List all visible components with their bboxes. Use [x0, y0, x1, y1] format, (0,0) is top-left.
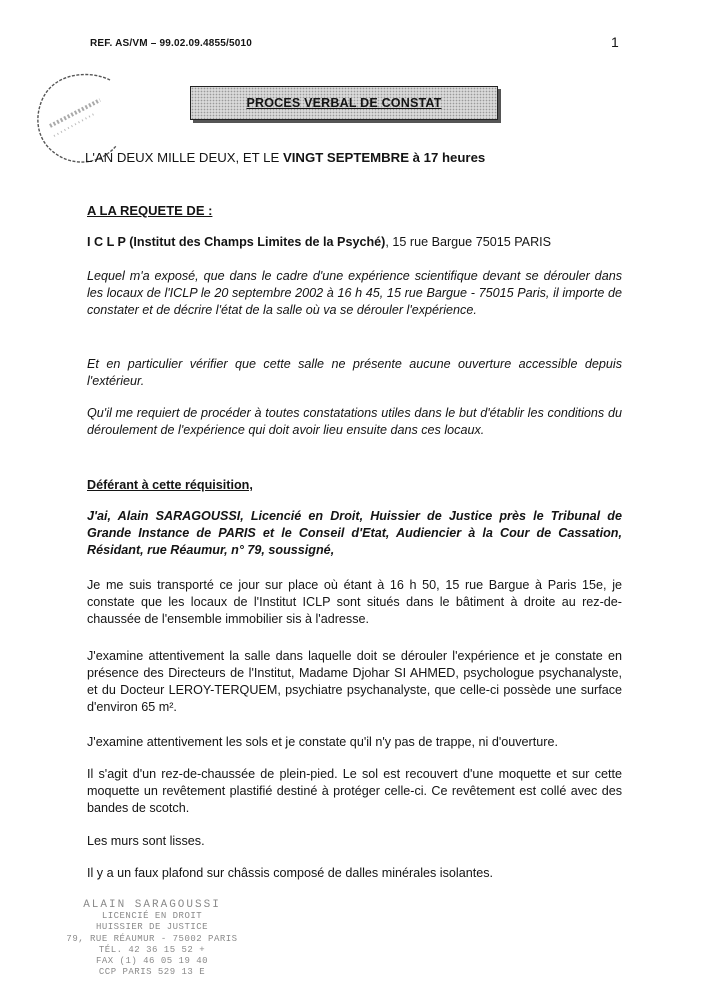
- huissier-footer-stamp: [62, 900, 242, 978]
- stamp-line: CCP PARIS 529 13 E: [98, 967, 206, 978]
- document-title: PROCES VERBAL DE CONSTAT: [246, 96, 442, 110]
- body-paragraph: Il s'agit d'un rez-de-chaussée de plein-pied. Le sol est recouvert d'une moquette et sur cette moquette un revêtement plastifié destiné à protéger celle-ci. Ce revêtement est collé avec des bandes de scotch.: [87, 767, 622, 815]
- stamp-line: 79, RUE RÉAUMUR - 75002 PARIS: [66, 933, 238, 944]
- date-prefix: L'AN DEUX MILLE DEUX, ET LE: [85, 150, 283, 165]
- stamp-line: ALAIN SARAGOUSSI: [83, 899, 221, 911]
- body-paragraph: J'examine attentivement les sols et je constate qu'il n'y pas de trappe, ni d'ouverture.: [87, 735, 558, 749]
- stamp-line: LICENCIÉ EN DROIT: [101, 911, 203, 922]
- body-paragraph: Je me suis transporté ce jour sur place où étant à 16 h 50, 15 rue Bargue à Paris 15e, je constate que les locaux de l'Institut ICLP sont situés dans le bâtiment à droite au rez-de-chaussée de l'ensemble immobilier sis à l'adresse.: [87, 578, 622, 626]
- huissier-statement: J'ai, Alain SARAGOUSSI, Licencié en Droit, Huissier de Justice près le Tribunal de Grande Instance de PARIS et le Conseil d'Etat, Audiencier à la Cour de Cassation, Résidant, rue Réaumur, n° 79, soussigné,: [87, 509, 622, 557]
- stamp-line: FAX (1) 46 05 19 40: [95, 956, 209, 967]
- italic-paragraph: Et en particulier vérifier que cette salle ne présente aucune ouverture accessible depuis l'extérieur.: [87, 357, 622, 388]
- requester-address: , 15 rue Bargue 75015 PARIS: [385, 235, 552, 249]
- body-paragraph: Les murs sont lisses.: [87, 834, 205, 848]
- italic-paragraph: Lequel m'a exposé, que dans le cadre d'une expérience scientifique devant se dérouler dans les locaux de l'ICLP le 20 septembre 2002 à 16 h 45, 15 rue Bargue - 75015 Paris, il importe de constater et de décrire l'état de la salle où va se dérouler l'expérience.: [87, 269, 622, 317]
- document-title-box: [190, 86, 498, 120]
- date-line: [85, 150, 485, 165]
- body-paragraph: Il y a un faux plafond sur châssis composé de dalles minérales isolantes.: [87, 866, 494, 880]
- requester-line: [87, 235, 551, 249]
- stamp-line: TÉL. 42 36 15 52 +: [98, 944, 206, 955]
- date-emphasis: VINGT SEPTEMBRE à 17 heures: [282, 150, 486, 165]
- page-number: 1: [611, 34, 619, 50]
- requete-heading: A LA REQUETE DE :: [87, 203, 213, 218]
- italic-paragraph: Qu'il me requiert de procéder à toutes constatations utiles dans le but d'établir les conditions du déroulement de l'expérience qui doit avoir lieu ensuite dans ces locaux.: [87, 406, 622, 437]
- stamp-line: HUISSIER DE JUSTICE: [95, 922, 209, 933]
- reference-number: REF. AS/VM – 99.02.09.4855/5010: [90, 38, 253, 49]
- deferant-heading: Déférant à cette réquisition,: [87, 478, 253, 492]
- body-paragraph: J'examine attentivement la salle dans laquelle doit se dérouler l'expérience et je constate en présence des Directeurs de l'Institut, Madame Djohar SI AHMED, psychologue psychanalyste, et du Docteur LEROY-TERQUEM, psychiatre psychanalyste, que celle-ci possède une surface d'environ 65 m².: [87, 649, 622, 714]
- requester-name: I C L P (Institut des Champs Limites de la Psyché): [87, 235, 386, 249]
